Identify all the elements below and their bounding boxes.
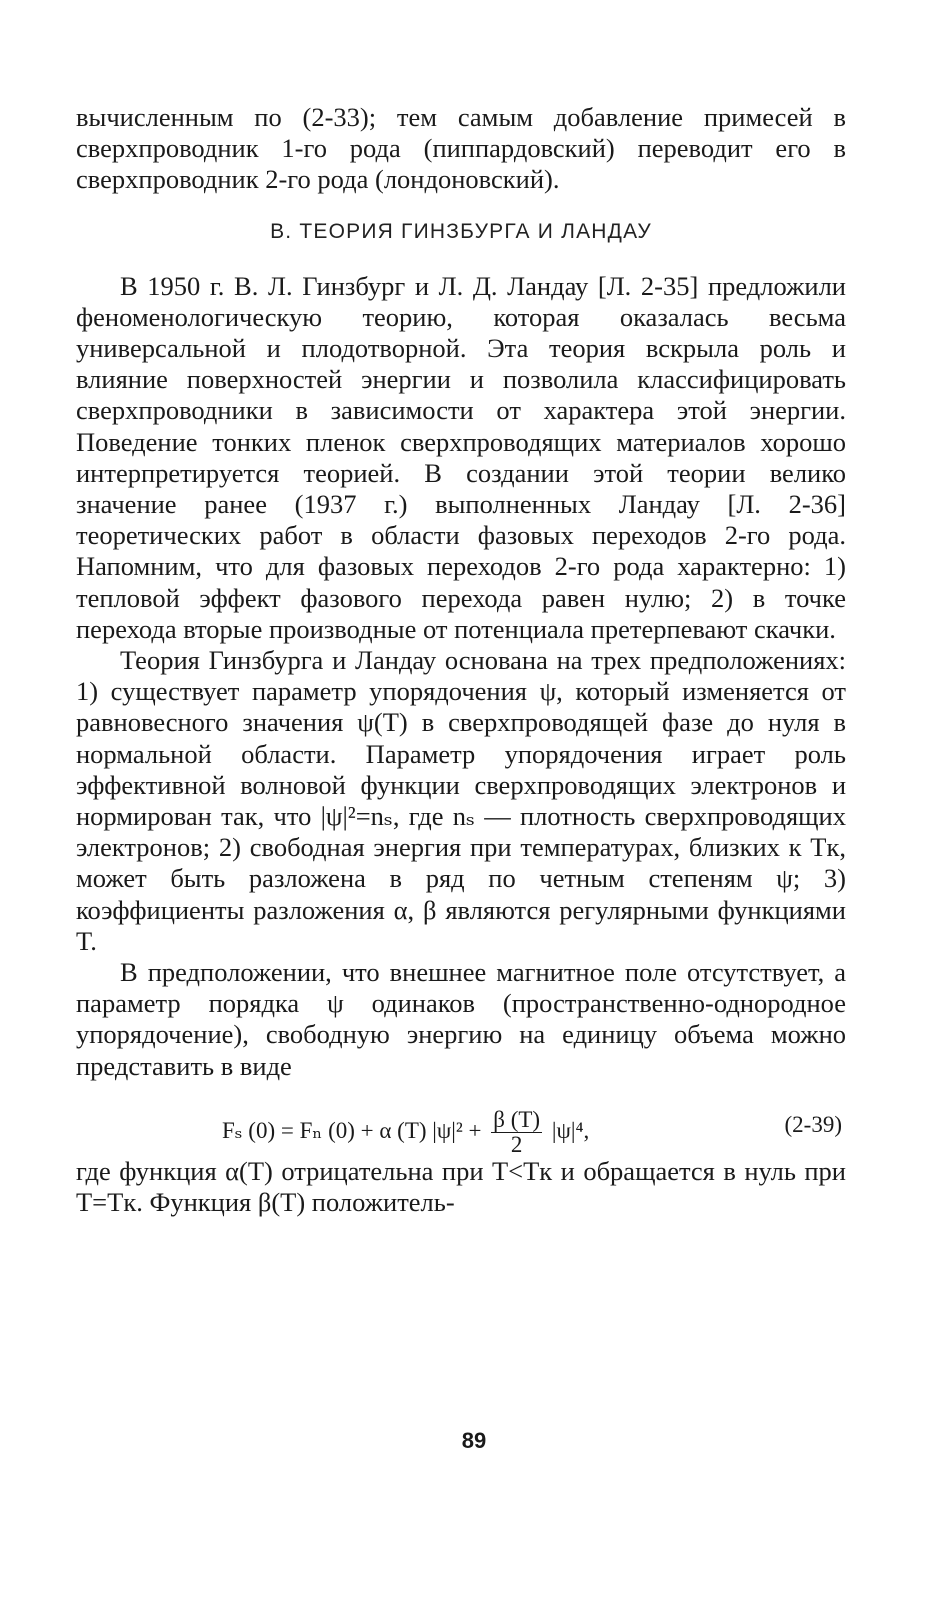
equation-right: |ψ|⁴, [551,1117,590,1143]
equation-body [222,1108,589,1157]
equation-fraction [491,1108,542,1157]
fraction-denominator: 2 [510,1131,523,1157]
paragraph-free-energy: В предположении, что внешнее магнитное поле отсутствует, а параметр порядка ψ одинаков (пространственно-однородное упорядочение), свободную энергию на единицу объема можно представить в виде [76,957,846,1081]
page-number: 89 [461,1428,487,1453]
paragraph-assumptions: Теория Гинзбурга и Ландау основана на трех предположениях: 1) существует параметр упорядочения ψ, который изменяется от равновесного значения ψ(T) в сверхпроводящей фазе до нуля в нормальной области. Параметр упорядочения играет роль эффективной волновой функции сверхпроводящих электронов и нормирован так, что |ψ|²=nₛ, где nₛ — плотность сверхпроводящих электронов; 2) свободная энергия при температурах, близких к Tк, может быть разложена в ряд по четным степеням ψ; 3) коэффициенты разложения α, β являются регулярными функциями T. [76,645,846,956]
paragraph-alpha-beta: где функция α(T) отрицательна при T<Tк и обращается в нуль при T=Tк. Функция β(T) положитель- [76,1155,846,1218]
page-body [76,0,846,1218]
equation-2-39 [76,1086,846,1157]
equation-left: Fₛ (0) = Fₙ (0) + α (T) |ψ|² + [222,1117,482,1143]
fraction-numerator: β (T) [493,1106,541,1132]
paragraph-continuation: вычисленным по (2-33); тем самым добавление примесей в сверхпроводник 1-го рода (пиппардовский) переводит его в сверхпроводник 2-го рода (лондоновский). [76,102,846,195]
section-heading: В. ТЕОРИЯ ГИНЗБУРГА И ЛАНДАУ [270,219,652,243]
equation-number: (2-39) [784,1111,842,1137]
paragraph-intro: В 1950 г. В. Л. Гинзбург и Л. Д. Ландау [Л. 2-35] предложили феноменологическую теорию, которая оказалась весьма универсальной и плодотворной. Эта теория вскрыла роль и влияние поверхностей энергии и позволила классифицировать сверхпроводники в зависимости от характера этой энергии. Поведение тонких пленок сверхпроводящих материалов хорошо интерпретируется теорией. В создании этой теории велико значение ранее (1937 г.) выполненных Ландау [Л. 2-36] теоретических работ в области фазовых переходов 2-го рода. Напомним, что для фазовых переходов 2-го рода характерно: 1) тепловой эффект фазового перехода равен нулю; 2) в точке перехода вторые производные от потенциала претерпевают скачки. [76,270,846,644]
